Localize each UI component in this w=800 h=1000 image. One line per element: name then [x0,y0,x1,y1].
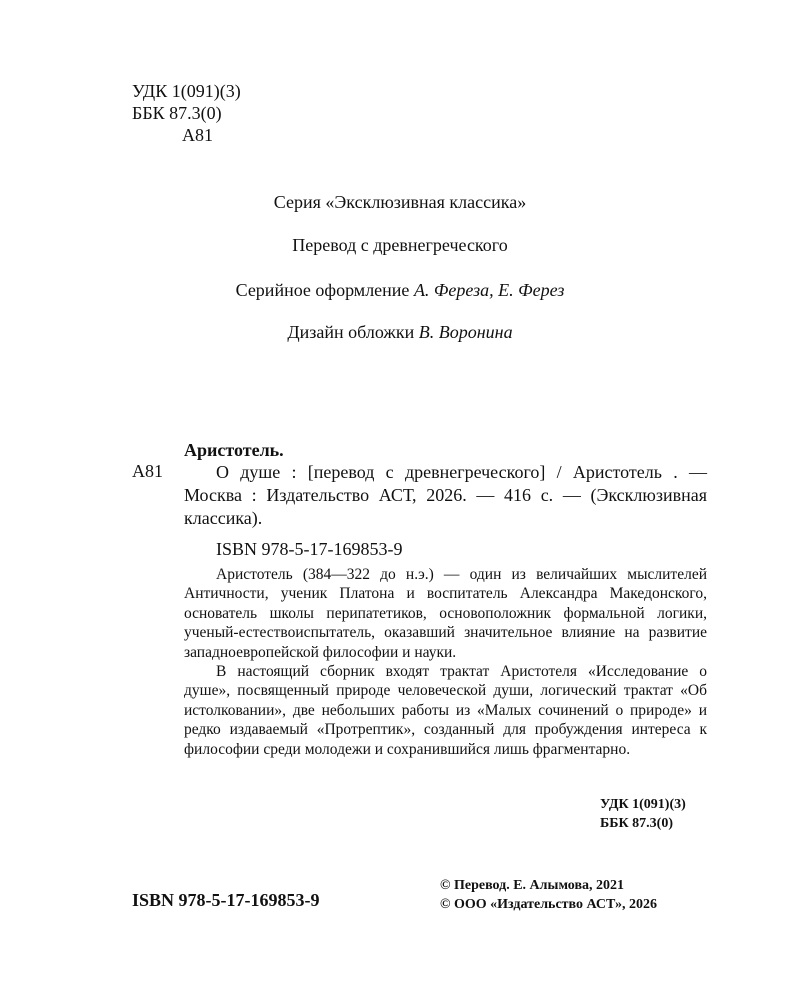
serial-design-line [0,280,800,301]
annotation-paragraph: Аристотель (384—322 до н.э.) — один из величайших мыслителей Античности, ученик Платона и воспитатель Александра Македонского, основатель школы перипатетиков, основоположник формальной логики, ученый-естествоиспытатель, оказавший значительное влияние на развитие западноевропейской философии и науки. [184,566,707,661]
copyright-translation: © Перевод. Е. Алымова, 2021 [440,878,625,893]
author-heading: Аристотель. [184,440,284,460]
udk-code-bottom: УДК 1(091)(3) [600,797,686,812]
annotation [184,565,707,759]
bibliographic-record [184,461,707,561]
series-line: Серия «Эксклюзивная классика» [273,192,527,212]
copyright-publisher: © ООО «Издательство АСТ», 2026 [440,897,658,912]
bbk-code: ББК 87.3(0) [132,103,222,123]
translation-line: Перевод с древнегреческого [292,235,508,255]
serial-design-names: А. Фереза, Е. Ферез [413,280,565,300]
serial-design-label: Серийное оформление [235,280,410,300]
author-sign: А81 [182,125,213,145]
bottom-classification-codes [600,795,686,833]
cover-design-name: В. Воронина [418,322,513,342]
cover-design-line [0,322,800,343]
catalog-author-sign: А81 [132,461,163,481]
annotation-paragraph: В настоящий сборник входят трактат Аристотеля «Исследование о душе», посвященный природе человеческой души, логический трактат «Об истолковании», две небольших работы из «Малых сочинений о природе» и редко издаваемый «Протрептик», созданный для пробуждения интереса к философии среди молодежи и сохранившийся лишь фрагментарно. [184,663,707,758]
isbn-footer: ISBN 978-5-17-169853-9 [132,890,320,910]
copyright-block [440,876,657,914]
classification-codes [132,80,241,146]
isbn-line: ISBN 978-5-17-169853-9 [216,539,403,559]
udk-code: УДК 1(091)(3) [132,81,241,101]
bbk-code-bottom: ББК 87.3(0) [600,816,673,831]
cover-design-label: Дизайн обложки [287,322,415,342]
bibliographic-description: О душе : [перевод с древнегреческого] / Аристотель . — Москва : Издательство АСТ, 2026. — 416 с. — (Эксклюзивная классика). [184,462,707,528]
